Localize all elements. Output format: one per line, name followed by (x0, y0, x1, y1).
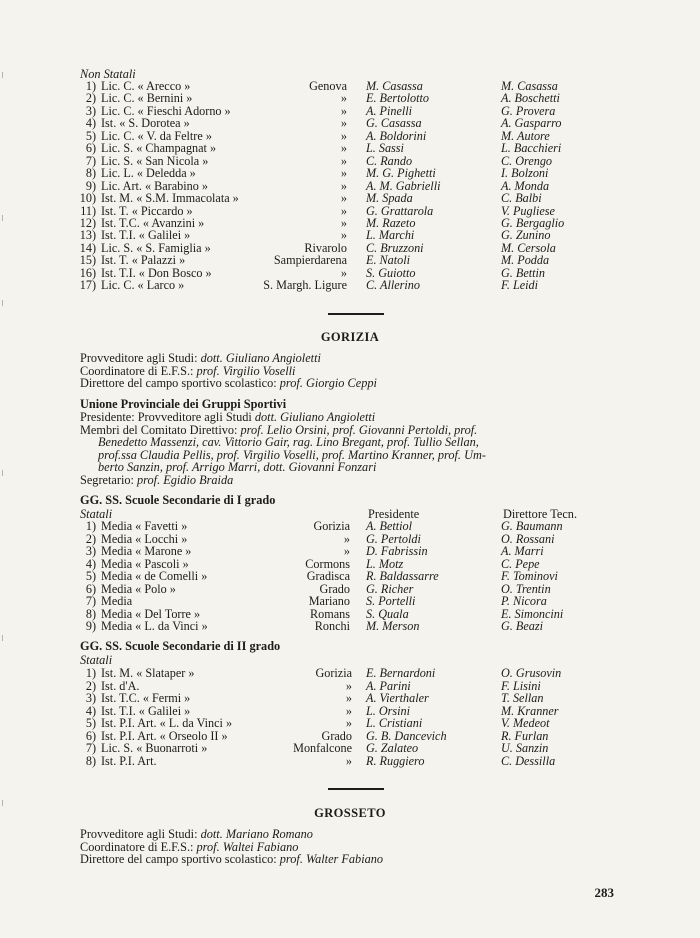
school-name: Media « Del Torre » (101, 606, 201, 621)
direttore-name: A. Boschetti (501, 91, 560, 106)
direttore-name: C. Orengo (501, 153, 553, 168)
presidente-name: G. Zalateo (366, 741, 419, 755)
label: Presidente: Provveditore agli Studi (80, 410, 252, 424)
row-number: 11) (80, 203, 96, 218)
direttore-name: C. Balbi (501, 191, 542, 206)
school-name: Lic. S. « S. Famiglia » (101, 240, 211, 255)
value: dott. Giuliano Angioletti (200, 351, 321, 365)
school-name: Ist. P.I. Art. « Orseolo II » (101, 728, 228, 743)
row-number: 8) (85, 753, 96, 768)
direttore-name: R. Furlan (501, 728, 549, 743)
row-number: 1) (85, 79, 96, 93)
presidente-name: C. Allerino (366, 278, 420, 293)
row-number: 9) (85, 178, 96, 193)
label: Coordinatore di E.F.S.: (80, 363, 194, 378)
section-divider (328, 788, 384, 790)
city-name: » (345, 691, 352, 705)
city-name: » (340, 265, 347, 280)
column-header-presidente: Presidente (368, 506, 420, 521)
row-number: 3) (85, 544, 96, 558)
direttore-name: F. Leidi (501, 278, 539, 293)
school-name: Ist. T. « Piccardo » (101, 203, 193, 218)
school-name: Ist. P.I. Art. « L. da Vinci » (101, 716, 233, 730)
presidente-name: L. Motz (366, 556, 404, 571)
presidente-name: L. Sassi (366, 141, 404, 156)
direttore-name: G. Bergaglio (501, 215, 565, 230)
city-name: » (340, 166, 347, 181)
school-name: Media (101, 594, 133, 608)
school-name: Lic. C. « Arecco » (101, 79, 191, 93)
school-name: Media « Pascoli » (101, 556, 189, 571)
school-name: Ist. T. « Palazzi » (101, 253, 186, 268)
direttore-name: F. Lisini (501, 678, 541, 693)
school-name: Ist. M. « S.M. Immacolata » (101, 191, 239, 206)
presidente-name: M. Razeto (366, 215, 416, 230)
gorizia-direttore-campo (80, 377, 377, 390)
gg1-subtitle: Statali (80, 506, 113, 521)
city-name: » (345, 678, 352, 693)
gorizia-title: GORIZIA (320, 330, 380, 344)
school-name: Ist. T.I. « Don Bosco » (101, 265, 212, 280)
row-number: 17) (79, 278, 96, 293)
presidente-name: G. Grattarola (366, 203, 434, 218)
edge-mark (2, 72, 7, 78)
value: dott. Mariano Romano (200, 827, 313, 841)
direttore-name: M. Autore (501, 128, 550, 143)
row-number: 7) (85, 153, 96, 168)
table-row (0, 279, 700, 292)
presidente-name: G. Richer (366, 581, 414, 596)
school-name: Lic. C. « V. da Feltre » (101, 128, 212, 143)
row-number: 4) (85, 556, 96, 571)
direttore-name: V. Pugliese (501, 203, 555, 218)
direttore-name: I. Bolzoni (501, 166, 549, 181)
city-name: » (340, 141, 347, 156)
direttore-name: M. Cersola (501, 240, 556, 255)
row-number: 8) (85, 606, 96, 621)
presidente-name: G. B. Dancevich (366, 728, 447, 743)
presidente-name: G. Casassa (366, 116, 422, 131)
presidente-name: L. Cristiani (366, 716, 423, 730)
school-name: Ist. « S. Dorotea » (101, 116, 190, 131)
city-name: » (340, 153, 347, 168)
row-number: 10) (79, 191, 96, 206)
city-name: » (340, 203, 347, 218)
presidente-name: C. Rando (366, 153, 413, 168)
label: Segretario: (80, 472, 134, 487)
school-name: Lic. C. « Larco » (101, 278, 185, 293)
unione-membri-cont: berto Sanzin, prof. Arrigo Marri, dott. Giovanni Fonzari (98, 460, 377, 474)
row-number: 2) (85, 678, 96, 693)
school-name: Lic. C. « Fieschi Adorno » (101, 103, 231, 118)
city-name: Rivarolo (304, 240, 347, 255)
presidente-name: L. Marchi (366, 228, 415, 243)
school-name: Ist. M. « Slataper » (101, 666, 195, 680)
row-number: 14) (79, 240, 96, 255)
row-number: 8) (85, 166, 96, 181)
school-name: Ist. T.C. « Avanzini » (101, 215, 205, 230)
row-number: 15) (79, 253, 96, 268)
value: prof. Giorgio Ceppi (279, 376, 377, 390)
presidente-name: R. Baldassarre (366, 569, 439, 583)
label: Membri del Comitato Direttivo: (80, 422, 238, 437)
direttore-name: C. Dessilla (501, 753, 556, 768)
direttore-name: U. Sanzin (501, 741, 549, 755)
school-name: Ist. T.I. « Galilei » (101, 703, 191, 718)
label: Direttore del campo sportivo scolastico: (80, 376, 277, 390)
direttore-name: O. Grusovin (501, 666, 562, 680)
row-number: 4) (85, 116, 96, 131)
city-name: » (340, 215, 347, 230)
row-number: 2) (85, 531, 96, 546)
direttore-name: P. Nicora (501, 594, 547, 608)
grosseto-direttore-campo (80, 853, 383, 866)
direttore-name: E. Simoncini (501, 606, 564, 621)
presidente-name: A. Bettiol (366, 519, 413, 533)
row-number: 13) (79, 228, 96, 243)
school-name: Lic. Art. « Barabino » (101, 178, 208, 193)
presidente-name: S. Quala (366, 606, 409, 621)
direttore-name: G. Baumann (501, 519, 563, 533)
school-name: Lic. L. « Deledda » (101, 166, 196, 181)
city-name: » (340, 91, 347, 106)
edge-mark (2, 470, 7, 476)
direttore-name: A. Monda (501, 178, 550, 193)
row-number: 16) (79, 265, 96, 280)
direttore-name: L. Bacchieri (501, 141, 562, 156)
direttore-name: M. Podda (501, 253, 550, 268)
city-name: » (345, 703, 352, 718)
presidente-name: M. Spada (366, 191, 413, 206)
label: Provveditore agli Studi: (80, 827, 198, 841)
presidente-name: A. M. Gabrielli (366, 178, 441, 193)
direttore-name: C. Pepe (501, 556, 540, 571)
school-name: Ist. P.I. Art. (101, 753, 157, 768)
label: Coordinatore di E.F.S.: (80, 839, 194, 854)
table-row (0, 620, 700, 633)
row-number: 1) (85, 519, 96, 533)
presidente-name: S. Guiotto (366, 265, 416, 280)
row-number: 5) (85, 716, 96, 730)
presidente-name: M. Merson (366, 619, 420, 633)
presidente-name: A. Parini (366, 678, 411, 693)
row-number: 7) (85, 741, 96, 755)
presidente-name: R. Ruggiero (366, 753, 425, 768)
direttore-name: G. Beazi (501, 619, 543, 633)
school-name: Lic. S. « Champagnat » (101, 141, 217, 156)
presidente-name: A. Boldorini (366, 128, 427, 143)
city-name: » (340, 128, 347, 143)
presidente-name: S. Portelli (366, 594, 416, 608)
presidente-name: D. Fabrissin (366, 544, 428, 558)
row-number: 3) (85, 691, 96, 705)
city-name: Romans (310, 606, 350, 621)
direttore-name: F. Tominovi (501, 569, 558, 583)
city-name: » (345, 716, 352, 730)
direttore-name: G. Bettin (501, 265, 546, 280)
presidente-name: M. Casassa (366, 79, 423, 93)
city-name: » (340, 116, 347, 131)
unione-membri-cont: prof.ssa Claudia Pellis, prof. Virgilio Voselli, prof. Martino Kranner, prof. Um- (98, 447, 486, 462)
direttore-name: T. Sellan (501, 691, 544, 705)
row-number: 12) (79, 215, 96, 230)
school-name: Ist. T.C. « Fermi » (101, 691, 191, 705)
direttore-name: V. Medeot (501, 716, 550, 730)
section-divider (328, 313, 384, 315)
value: prof. Lelio Orsini, prof. Giovanni Pertoldi, prof. (240, 422, 478, 437)
row-number: 2) (85, 91, 96, 106)
direttore-name: A. Gasparro (501, 116, 562, 131)
value: prof. Walter Fabiano (279, 852, 384, 866)
city-name: » (343, 544, 350, 558)
school-name: Media « Favetti » (101, 519, 188, 533)
label: Direttore del campo sportivo scolastico: (80, 852, 277, 866)
gg1-title: GG. SS. Scuole Secondarie di I grado (80, 493, 276, 507)
row-number: 6) (85, 728, 96, 743)
school-name: Media « de Comelli » (101, 569, 208, 583)
presidente-name: C. Bruzzoni (366, 240, 424, 255)
page-number: 283 (594, 885, 614, 900)
presidente-name: L. Orsini (366, 703, 411, 718)
city-name: Grado (321, 728, 352, 743)
gg2-subtitle: Statali (80, 653, 113, 667)
direttore-name: A. Marri (501, 544, 544, 558)
city-name: Monfalcone (293, 741, 352, 755)
unione-membri-cont: Benedetto Massenzi, cav. Vittorio Gair, rag. Lino Bregant, prof. Tullio Sellan, (98, 435, 479, 449)
row-number: 5) (85, 128, 96, 143)
city-name: Grado (319, 581, 350, 596)
unione-segretario (80, 474, 233, 487)
row-number: 5) (85, 569, 96, 583)
city-name: Ronchi (314, 619, 350, 633)
value: dott. Giuliano Angioletti (254, 410, 376, 424)
row-number: 3) (85, 103, 96, 118)
city-name: S. Margh. Ligure (263, 278, 347, 293)
school-name: Lic. S. « San Nicola » (101, 153, 209, 168)
presidente-name: E. Bertolotto (366, 91, 429, 106)
school-name: Ist. T.I. « Galilei » (101, 228, 191, 243)
presidente-name: E. Natoli (366, 253, 411, 268)
school-name: Media « Locchi » (101, 531, 188, 546)
presidente-name: G. Pertoldi (366, 531, 421, 546)
city-name: » (340, 228, 347, 243)
edge-mark (2, 300, 7, 306)
city-name: Gradisca (306, 569, 350, 583)
row-number: 4) (85, 703, 96, 718)
row-number: 6) (85, 141, 96, 156)
direttore-name: M. Casassa (501, 79, 558, 93)
presidente-name: M. G. Pighetti (366, 166, 436, 181)
presidente-name: A. Pinelli (366, 103, 413, 118)
unione-title: Unione Provinciale dei Gruppi Sportivi (80, 397, 287, 411)
school-name: Ist. d'A. (101, 678, 140, 693)
city-name: Genova (309, 79, 347, 93)
value: prof. Waltei Fabiano (196, 839, 299, 854)
direttore-name: G. Provera (501, 103, 556, 118)
city-name: Gorizia (313, 519, 350, 533)
direttore-name: G. Zunino (501, 228, 551, 243)
city-name: Gorizia (315, 666, 352, 680)
direttore-name: O. Trentin (501, 581, 551, 596)
grosseto-title: GROSSETO (314, 806, 386, 820)
school-name: Media « Marone » (101, 544, 192, 558)
value: prof. Virgilio Voselli (196, 363, 296, 378)
section-heading-non-statali: Non Statali (80, 67, 136, 81)
direttore-name: M. Kranner (501, 703, 559, 718)
row-number: 6) (85, 581, 96, 596)
edge-mark (2, 635, 7, 641)
row-number: 1) (85, 666, 96, 680)
city-name: Cormons (305, 556, 350, 571)
city-name: » (340, 191, 347, 206)
presidente-name: A. Vierthaler (366, 691, 429, 705)
value: prof. Egidio Braida (137, 472, 234, 487)
gg2-title: GG. SS. Scuole Secondarie di II grado (80, 639, 281, 653)
presidente-name: E. Bernardoni (366, 666, 436, 680)
city-name: » (343, 531, 350, 546)
direttore-name: O. Rossani (501, 531, 555, 546)
school-name: Media « Polo » (101, 581, 176, 596)
row-number: 9) (85, 619, 96, 633)
row-number: 7) (85, 594, 96, 608)
city-name: » (340, 178, 347, 193)
city-name: » (345, 753, 352, 768)
city-name: Sampierdarena (273, 253, 347, 268)
school-name: Lic. C. « Bernini » (101, 91, 193, 106)
table-row (0, 755, 700, 768)
city-name: Mariano (308, 594, 350, 608)
school-name: Media « L. da Vinci » (101, 619, 208, 633)
school-name: Lic. S. « Buonarroti » (101, 741, 208, 755)
city-name: » (340, 103, 347, 118)
label: Provveditore agli Studi: (80, 351, 198, 365)
column-header-direttore: Direttore Tecn. (503, 506, 578, 521)
